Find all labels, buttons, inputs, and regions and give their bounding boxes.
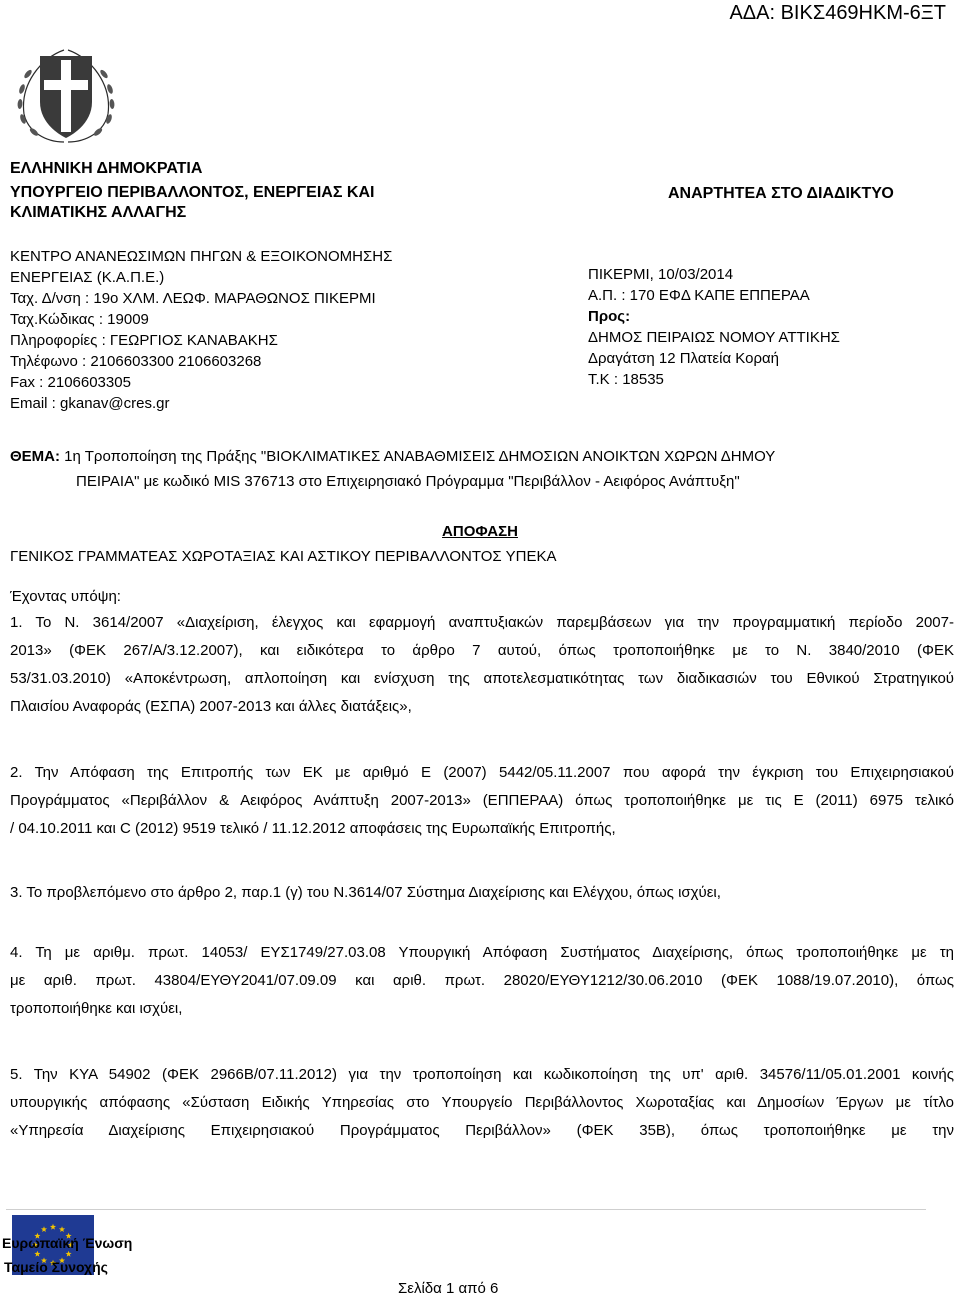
item-3 xyxy=(10,879,954,907)
to-name: ΔΗΜΟΣ ΠΕΙΡΑΙΩΣ ΝΟΜΟΥ ΑΤΤΙΚΗΣ xyxy=(588,329,840,346)
item-line: 2. Την Απόφαση της Επιτροπής των ΕΚ με αριθμό Ε (2007) 5442/05.11.2007 που αφορά την έγκριση του Επιχειρησιακού xyxy=(10,764,954,781)
posting-notice: ΑΝΑΡΤΗΤΕΑ ΣΤΟ ΔΙΑΔΙΚΤΥΟ xyxy=(668,185,894,202)
item-line: «Υπηρεσία Διαχείρισης Επιχειρησιακού Προγράμματος Περιβάλλον» (ΦΕΚ 35Β), όπως τροποποιήθηκε με την xyxy=(10,1122,954,1139)
ada-code: ΑΔΑ: ΒΙΚΣ469ΗΚΜ-6ΞΤ xyxy=(729,2,946,24)
item-4 xyxy=(10,939,954,1023)
sender-phone: Τηλέφωνο : 2106603300 2106603268 xyxy=(10,353,262,370)
item-line: 1. Το Ν. 3614/2007 «Διαχείριση, έλεγχος και εφαρμογή αναπτυξιακών παρεμβάσεων για την προγραμματική περίοδο 2007- xyxy=(10,614,954,631)
to-street: Δραγάτση 12 Πλατεία Κοραή xyxy=(588,350,780,367)
recipient-block xyxy=(588,264,840,390)
item-line: 5. Την ΚΥΑ 54902 (ΦΕΚ 2966Β/07.11.2012) για την τροποποίηση και κωδικοποίηση της υπ' αριθ. 34576/11/05.01.2001 κοινής xyxy=(10,1066,954,1083)
item-line: υπουργικής απόφασης «Σύσταση Ειδικής Υπηρεσίας στο Υπουργείο Περιβάλλοντος Χωροταξίας και Δημοσίων Έργων με τίτλο xyxy=(10,1094,954,1111)
item-line: 3. Το προβλεπόμενο στο άρθρο 2, παρ.1 (γ) του Ν.3614/07 Σύστημα Διαχείρισης και Ελέγχου, όπως ισχύει, xyxy=(10,884,721,901)
subject-block xyxy=(10,444,775,494)
footer-eu: Ευρωπαϊκή Ένωση xyxy=(2,1235,133,1251)
sender-info: Πληροφορίες : ΓΕΩΡΓΙΟΣ ΚΑΝΑΒΑΚΗΣ xyxy=(10,332,278,349)
footer-fund: Ταμείο Συνοχής xyxy=(4,1259,108,1275)
considering-label: Έχοντας υπόψη: xyxy=(10,588,121,605)
republic-title: ΕΛΛΗΝΙΚΗ ΔΗΜΟΚΡΑΤΙΑ xyxy=(10,160,203,177)
item-5 xyxy=(10,1061,954,1145)
protocol-number: Α.Π. : 170 ΕΦΔ ΚΑΠΕ ΕΠΠΕΡΑΑ xyxy=(588,287,810,304)
ministry-line-1: ΥΠΟΥΡΓΕΙΟ ΠΕΡΙΒΑΛΛΟΝΤΟΣ, ΕΝΕΡΓΕΙΑΣ ΚΑΙ xyxy=(10,184,375,201)
footer-divider xyxy=(6,1209,926,1210)
sender-address: Ταχ. Δ/νση : 19ο ΧΛΜ. ΛΕΩΦ. ΜΑΡΑΘΩΝΟΣ ΠΙΚΕΡΜΙ xyxy=(10,290,376,307)
item-line: / 04.10.2011 και C (2012) 9519 τελικό / 11.12.2012 αποφάσεις της Ευρωπαϊκής Επιτροπής, xyxy=(10,820,616,837)
sender-block xyxy=(10,246,392,414)
decision-title-row xyxy=(0,523,960,540)
subject-label: ΘΕΜΑ: xyxy=(10,448,60,465)
decision-authority: ΓΕΝΙΚΟΣ ΓΡΑΜΜΑΤΕΑΣ ΧΩΡΟΤΑΞΙΑΣ ΚΑΙ ΑΣΤΙΚΟΥ ΠΕΡΙΒΑΛΛΟΝΤΟΣ ΥΠΕΚΑ xyxy=(10,548,557,565)
subject-line-1: 1η Τροποποίηση της Πράξης "ΒΙΟΚΛΙΜΑΤΙΚΕΣ ΑΝΑΒΑΘΜΙΣΕΙΣ ΔΗΜΟΣΙΩΝ ΑΝΟΙΚΤΩΝ ΧΩΡΩΝ ΔΗΜΟΥ xyxy=(60,448,776,465)
item-line: Προγράμματος «Περιβάλλον & Αειφόρος Ανάπτυξη 2007-2013» (ΕΠΠΕΡΑΑ) όπως τροποποιήθηκε με τις Ε (2011) 6975 τελικό xyxy=(10,792,954,809)
sender-fax: Fax : 2106603305 xyxy=(10,374,131,391)
item-line: 53/31.03.2010) «Αποκέντρωση, απλοποίηση και ενίσχυση της αποτελεσματικότητας των διαδικασιών του Εθνικού Στρατηγικού xyxy=(10,670,954,687)
item-1 xyxy=(10,609,954,721)
sender-postcode: Ταχ.Κώδικας : 19009 xyxy=(10,311,149,328)
page-number: Σελίδα 1 από 6 xyxy=(398,1280,499,1297)
item-2 xyxy=(10,759,954,843)
to-postcode: Τ.Κ : 18535 xyxy=(588,371,664,388)
item-line: Πλαισίου Αναφοράς (ΕΣΠΑ) 2007-2013 και άλλες διατάξεις», xyxy=(10,698,412,715)
item-line: τροποποιήθηκε και ισχύει, xyxy=(10,1000,183,1017)
sender-line-2: ΕΝΕΡΓΕΙΑΣ (Κ.Α.Π.Ε.) xyxy=(10,269,165,286)
greek-coat-of-arms-icon xyxy=(6,44,126,146)
item-line: 2013» (ΦΕΚ 267/Α/3.12.2007), και ειδικότερα το άρθρο 7 αυτού, όπως τροποποιήθηκε με το Ν. 3840/2010 (ΦΕΚ xyxy=(10,642,954,659)
item-line: με αριθ. πρωτ. 43804/ΕΥΘΥ2041/07.09.09 και αριθ. πρωτ. 28020/ΕΥΘΥ1212/30.06.2010 (ΦΕΚ 1088/19.07.2010), όπως xyxy=(10,972,954,989)
ministry-line-2: ΚΛΙΜΑΤΙΚΗΣ ΑΛΛΑΓΗΣ xyxy=(10,204,187,221)
decision-title: ΑΠΟΦΑΣΗ xyxy=(442,523,518,540)
item-line: 4. Τη με αριθμ. πρωτ. 14053/ ΕΥΣ1749/27.03.08 Υπουργική Απόφαση Συστήματος Διαχείρισης, όπως τροποποιήθηκε με τη xyxy=(10,944,954,961)
to-label: Προς: xyxy=(588,308,631,325)
sender-email[interactable]: Email : gkanav@cres.gr xyxy=(10,395,170,412)
place-date: ΠΙΚΕΡΜΙ, 10/03/2014 xyxy=(588,266,734,283)
subject-line-2: ΠΕΙΡΑΙΑ" με κωδικό MIS 376713 στο Επιχειρησιακό Πρόγραμμα "Περιβάλλον - Αειφόρος Ανάπτυξη" xyxy=(76,473,740,490)
sender-line-1: ΚΕΝΤΡΟ ΑΝΑΝΕΩΣΙΜΩΝ ΠΗΓΩΝ & ΕΞΟΙΚΟΝΟΜΗΣΗΣ xyxy=(10,248,393,265)
